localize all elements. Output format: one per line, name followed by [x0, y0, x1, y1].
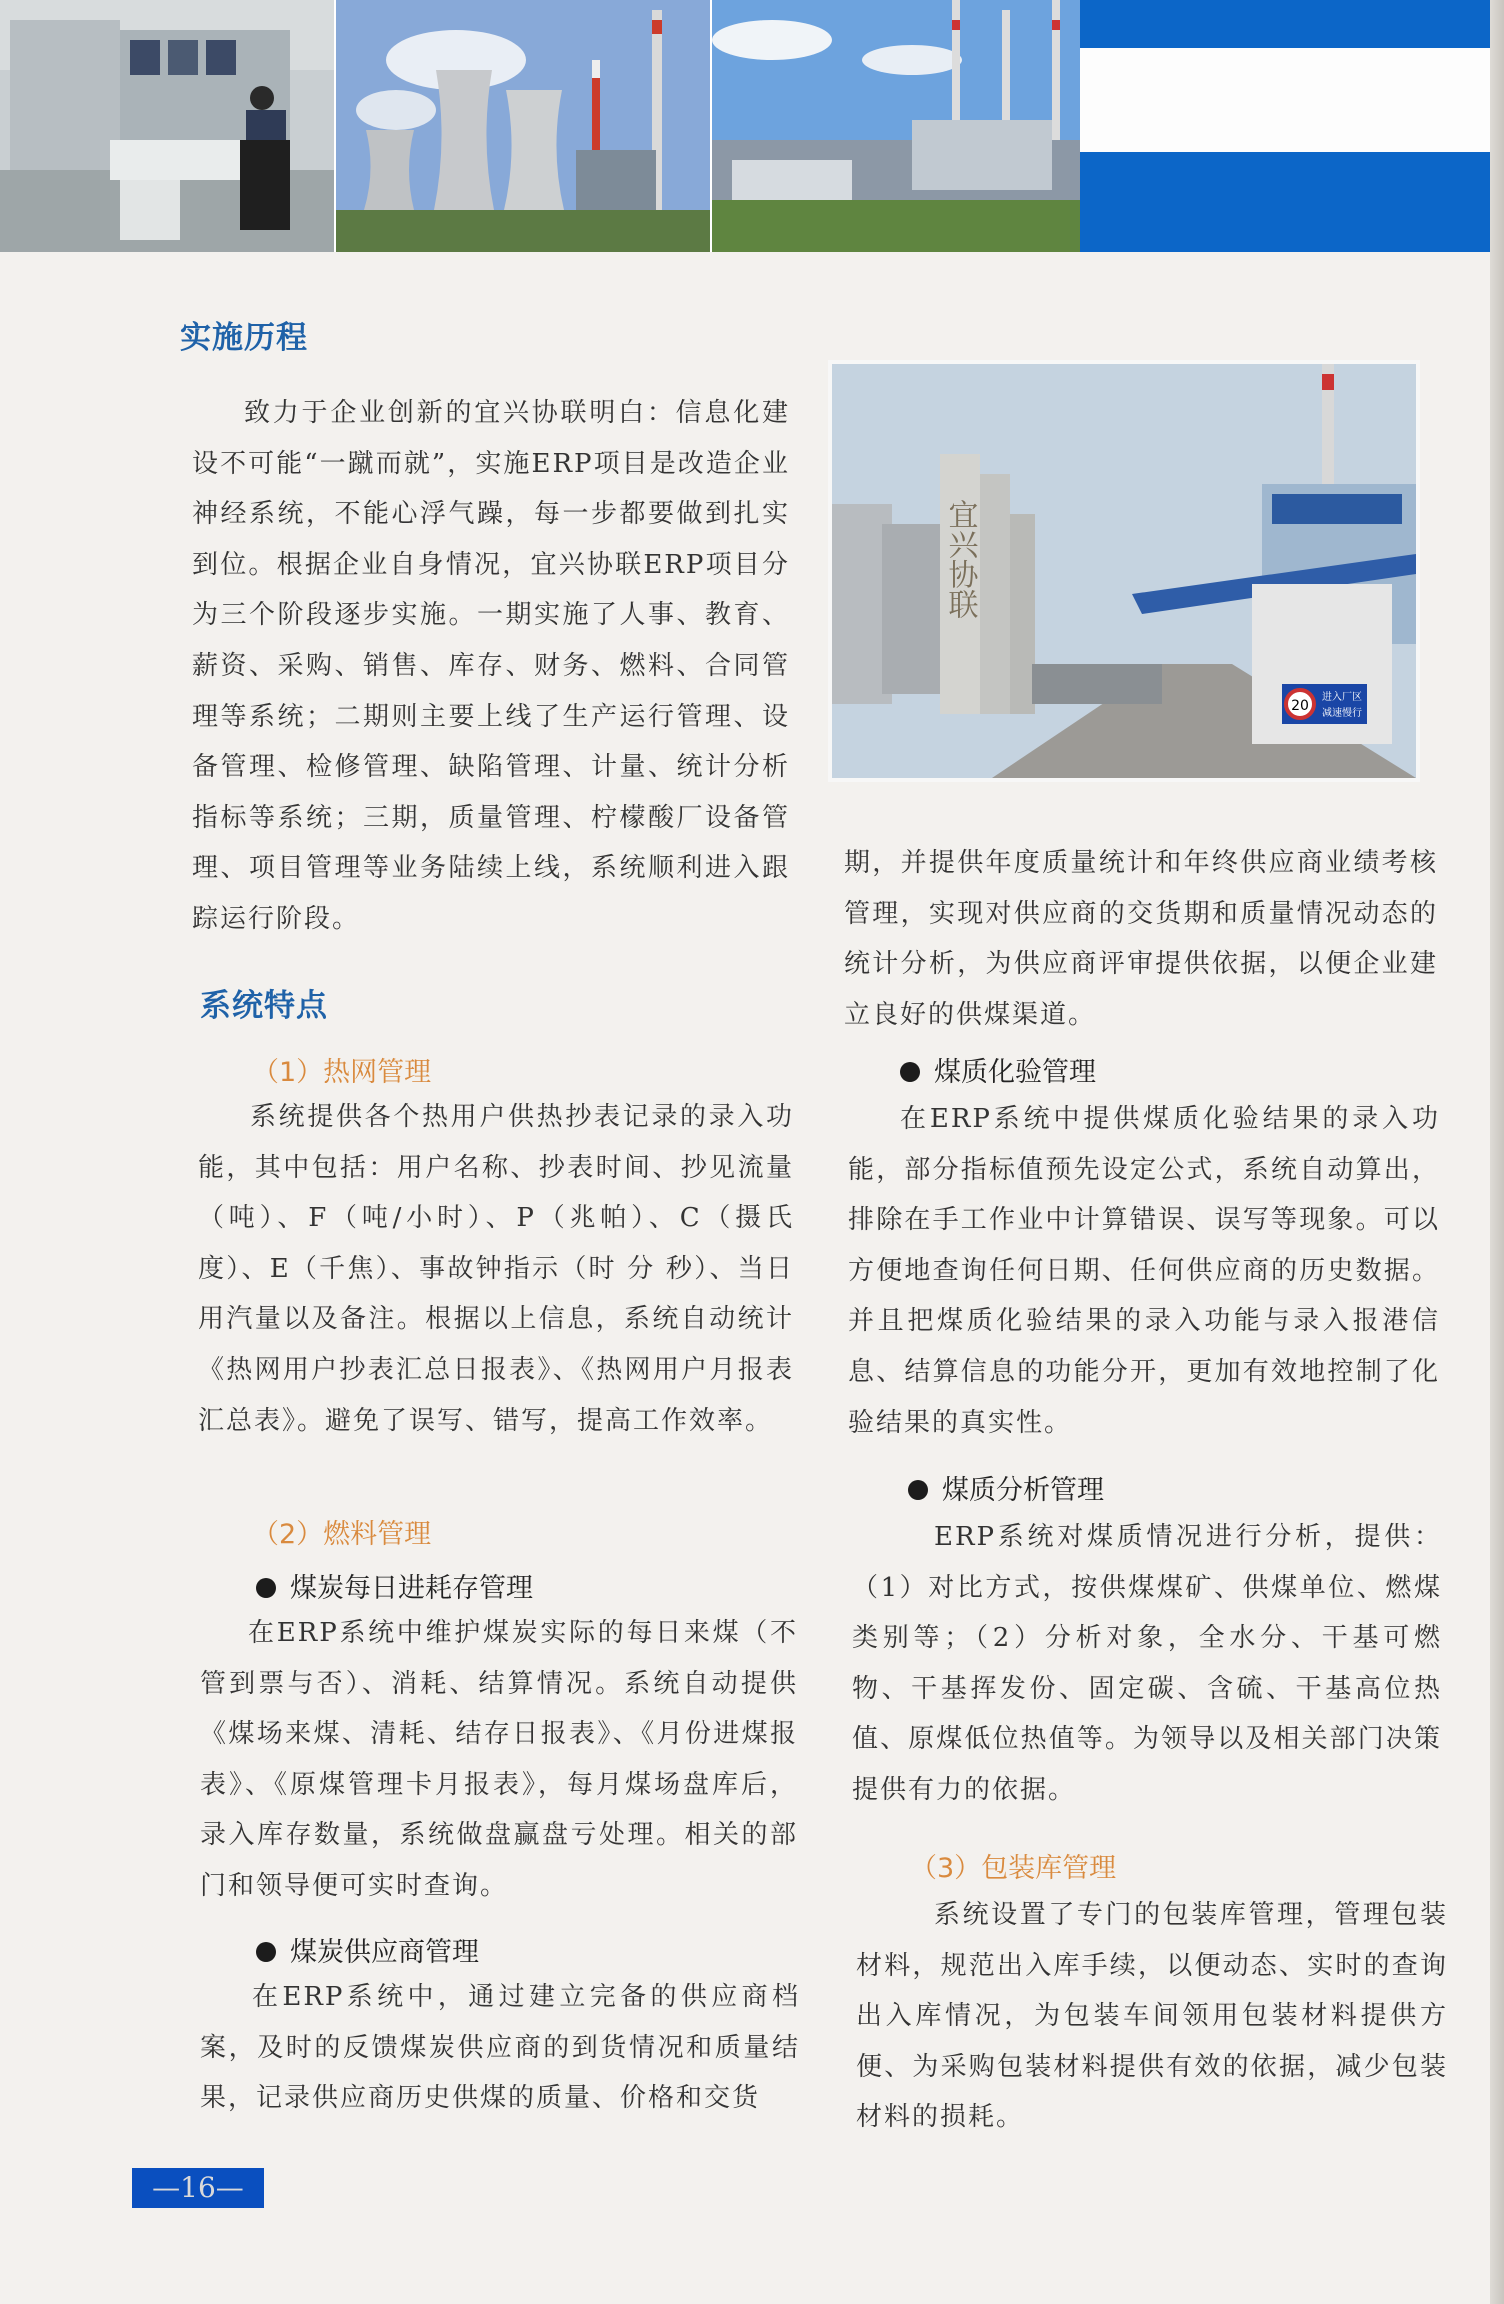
coal-supplier-bullet-heading: 煤炭供应商管理 [256, 1930, 479, 1969]
heat-network-subheading: （1）热网管理 [252, 1057, 432, 1088]
bullet-dot [256, 1942, 276, 1962]
bullet-dot [256, 1578, 276, 1598]
bullet-dot [900, 1062, 920, 1082]
page-edge [1490, 0, 1504, 2304]
fuel-subheading: （2）燃料管理 [252, 1519, 432, 1550]
gate-sign: 宜兴协联 [942, 499, 978, 619]
coal-analysis-paragraph: ERP系统对煤质情况进行分析，提供：（1）对比方式，按供煤煤矿、供煤单位、燃煤类别等；（2）分析对象，全水分、干基可燃物、干基挥发份、固定碳、含硫、干基高位热值、原煤低位热值等。为领导以及相关部门决策提供有力的依据。 [852, 1522, 1442, 1805]
packaging-subheading: （3）包装库管理 [910, 1853, 1117, 1884]
packaging-paragraph: 系统设置了专门的包装库管理，管理包装材料，规范出入库手续，以便动态、实时的查询出入库情况，为包装车间领用包装材料提供方便、为采购包装材料提供有效的依据，减少包装材料的损耗。 [856, 1900, 1448, 2133]
features-heading: 系统特点 [200, 988, 328, 1024]
bullet-dot [908, 1480, 928, 1500]
header-band-blue-top [1080, 0, 1504, 48]
coal-lab-bullet-heading: 煤质化验管理 [900, 1050, 1096, 1089]
plant-overview-photo [712, 0, 1080, 252]
coal-supplier-paragraph: 在ERP系统中，通过建立完备的供应商档案，及时的反馈煤炭供应商的到货情况和质量结果，记录供应商历史供煤的质量、价格和交货 [200, 1982, 800, 2114]
page-number: —16— [132, 2168, 264, 2208]
factory-gate-photo [828, 360, 1420, 782]
road-sign-top: 进入厂区 [1322, 692, 1362, 703]
speed-limit-sign: 20 [1291, 698, 1309, 714]
daily-coal-bullet-heading: 煤炭每日进耗存管理 [256, 1566, 533, 1605]
coal-lab-paragraph: 在ERP系统中提供煤质化验结果的录入功能，部分指标值预先设定公式，系统自动算出，排除在手工作业中计算错误、误写等现象。可以方便地查询任何日期、任何供应商的历史数据。并且把煤质化验结果的录入功能与录入报港信息、结算信息的功能分开，更加有效地控制了化验结果的真实性。 [848, 1104, 1440, 1438]
coal-analysis-bullet-heading: 煤质分析管理 [908, 1468, 1104, 1507]
road-sign-bottom: 减速慢行 [1322, 708, 1362, 719]
cooling-towers-photo [336, 0, 710, 252]
control-room-photo [0, 0, 334, 252]
implementation-paragraph: 致力于企业创新的宜兴协联明白：信息化建设不可能“一蹴而就”，实施ERP项目是改造企业神经系统，不能心浮气躁，每一步都要做到扎实到位。根据企业自身情况，宜兴协联ERP项目分为三个阶段逐步实施。一期实施了人事、教育、薪资、采购、销售、库存、财务、燃料、合同管理等系统；二期则主要上线了生产运行管理、设备管理、检修管理、缺陷管理、计量、统计分析指标等系统；三期，质量管理、柠檬酸厂设备管理、项目管理等业务陆续上线，系统顺利进入跟踪运行阶段。 [192, 398, 790, 934]
coal-supplier-paragraph-continued: 期，并提供年度质量统计和年终供应商业绩考核管理，实现对供应商的交货期和质量情况动态的统计分析，为供应商评审提供依据，以便企业建立良好的供煤渠道。 [844, 848, 1438, 1030]
implementation-heading: 实施历程 [180, 320, 308, 356]
header-band-blue-bottom [1080, 152, 1504, 252]
heat-network-paragraph: 系统提供各个热用户供热抄表记录的录入功能，其中包括：用户名称、抄表时间、抄见流量（吨）、F（吨/小时）、P（兆帕）、C（摄氏度）、E（千焦）、事故钟指示（时 分 秒）、当日用汽量以及备注。根据以上信息，系统自动统计《热网用户抄表汇总日报表》、《热网用户月报表汇总表》。避免了误写、错写，提高工作效率。 [198, 1102, 794, 1436]
daily-coal-paragraph: 在ERP系统中维护煤炭实际的每日来煤（不管到票与否）、消耗、结算情况。系统自动提供《煤场来煤、清耗、结存日报表》、《月份进煤报表》、《原煤管理卡月报表》，每月煤场盘库后，录入库存数量，系统做盘赢盘亏处理。相关的部门和领导便可实时查询。 [200, 1618, 798, 1901]
top-photo-strip [0, 0, 1504, 252]
